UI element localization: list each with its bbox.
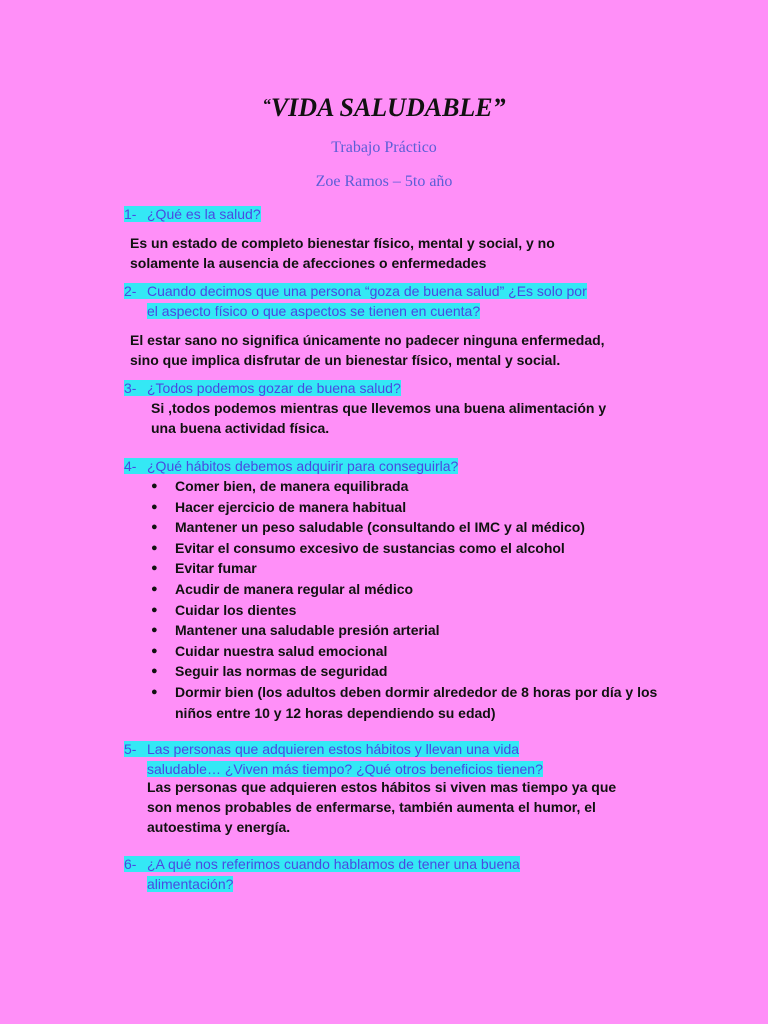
question-text: Cuando decimos que una persona “goza de buena salud” ¿Es solo por — [147, 283, 587, 299]
list-item: ● Acudir de manera regular al médico — [148, 579, 688, 600]
answer-line: son menos probables de enfermarse, también aumenta el humor, el — [147, 799, 596, 815]
bullet-icon: ● — [151, 582, 158, 595]
list-item: ● Cuidar nuestra salud emocional — [148, 641, 688, 662]
question-number: 1- — [124, 206, 137, 222]
bullet-icon: ● — [151, 665, 158, 678]
title-text: VIDA SALUDABLE” — [270, 93, 506, 122]
question-text: Las personas que adquieren estos hábitos y llevan una vida — [147, 741, 520, 757]
question-5 — [124, 739, 543, 779]
list-item: ● Mantener una saludable presión arterial — [148, 620, 688, 641]
list-item: ● Dormir bien (los adultos deben dormir alrededor de 8 horas por día y los niños entre 10 y 12 horas dependiendo su edad) — [151, 683, 658, 721]
question-text: saludable… ¿Viven más tiempo? ¿Qué otros beneficios tienen? — [147, 761, 543, 777]
answer-5 — [147, 777, 616, 837]
list-item: ● Evitar fumar — [148, 558, 688, 579]
bullet-icon: ● — [151, 480, 158, 492]
question-6 — [124, 854, 520, 894]
author-line: Zoe Ramos – 5to año — [315, 173, 453, 190]
list-item: ● Seguir las normas de seguridad — [148, 661, 688, 682]
bullet-icon: ● — [151, 685, 158, 698]
answer-line: una buena actividad física. — [151, 420, 330, 436]
question-3 — [124, 378, 401, 398]
bullet-icon: ● — [151, 603, 158, 616]
bullet-icon: ● — [151, 500, 158, 513]
question-number: 4- — [124, 458, 137, 474]
answer-line: Es un estado de completo bienestar físico, mental y social, y no — [130, 235, 555, 251]
answer-2 — [130, 330, 605, 370]
list-item: ● Comer bien, de manera equilibrada — [148, 476, 688, 497]
subtitle: Trabajo Práctico — [331, 139, 437, 156]
list-item: ● Mantener un peso saludable (consultando el IMC y al médico) — [148, 517, 688, 538]
bullet-icon: ● — [151, 541, 158, 554]
question-text: el aspecto físico o que aspectos se tienen en cuenta? — [147, 303, 481, 319]
question-number: 3- — [124, 380, 137, 396]
answer-line: solamente la ausencia de afecciones o enfermedades — [130, 255, 487, 271]
list-item: ● Cuidar los dientes — [148, 600, 688, 621]
question-number: 2- — [124, 283, 137, 299]
list-item: ● Hacer ejercicio de manera habitual — [148, 497, 688, 518]
question-number: 6- — [124, 856, 137, 872]
answer-3 — [151, 398, 606, 438]
question-text: ¿A qué nos referimos cuando hablamos de tener una buena — [147, 856, 520, 872]
question-text: ¿Qué es la salud? — [147, 206, 261, 222]
bullet-icon: ● — [151, 644, 158, 657]
question-1 — [124, 204, 261, 224]
bullet-icon: ● — [151, 624, 158, 637]
bullet-icon: ● — [151, 562, 158, 575]
question-number: 5- — [124, 741, 137, 757]
question-4 — [124, 456, 458, 476]
answer-line: sino que implica disfrutar de un bienestar físico, mental y social. — [130, 352, 561, 368]
question-text: ¿Qué hábitos debemos adquirir para conseguirla? — [147, 458, 459, 474]
habits-list — [148, 476, 688, 723]
question-text: alimentación? — [147, 876, 234, 892]
title-open-quote: “ — [262, 95, 271, 114]
answer-line: Las personas que adquieren estos hábitos si viven mas tiempo ya que — [147, 779, 617, 795]
list-item: ● Evitar el consumo excesivo de sustancias como el alcohol — [148, 538, 688, 559]
bullet-icon: ● — [151, 521, 158, 534]
question-2 — [124, 281, 587, 321]
answer-line: El estar sano no significa únicamente no padecer ninguna enfermedad, — [130, 332, 605, 348]
question-text: ¿Todos podemos gozar de buena salud? — [147, 380, 401, 396]
answer-1 — [130, 233, 555, 273]
answer-line: autoestima y energía. — [147, 819, 291, 835]
document-title — [0, 93, 768, 123]
answer-line: Si ,todos podemos mientras que llevemos una buena alimentación y — [151, 400, 607, 416]
